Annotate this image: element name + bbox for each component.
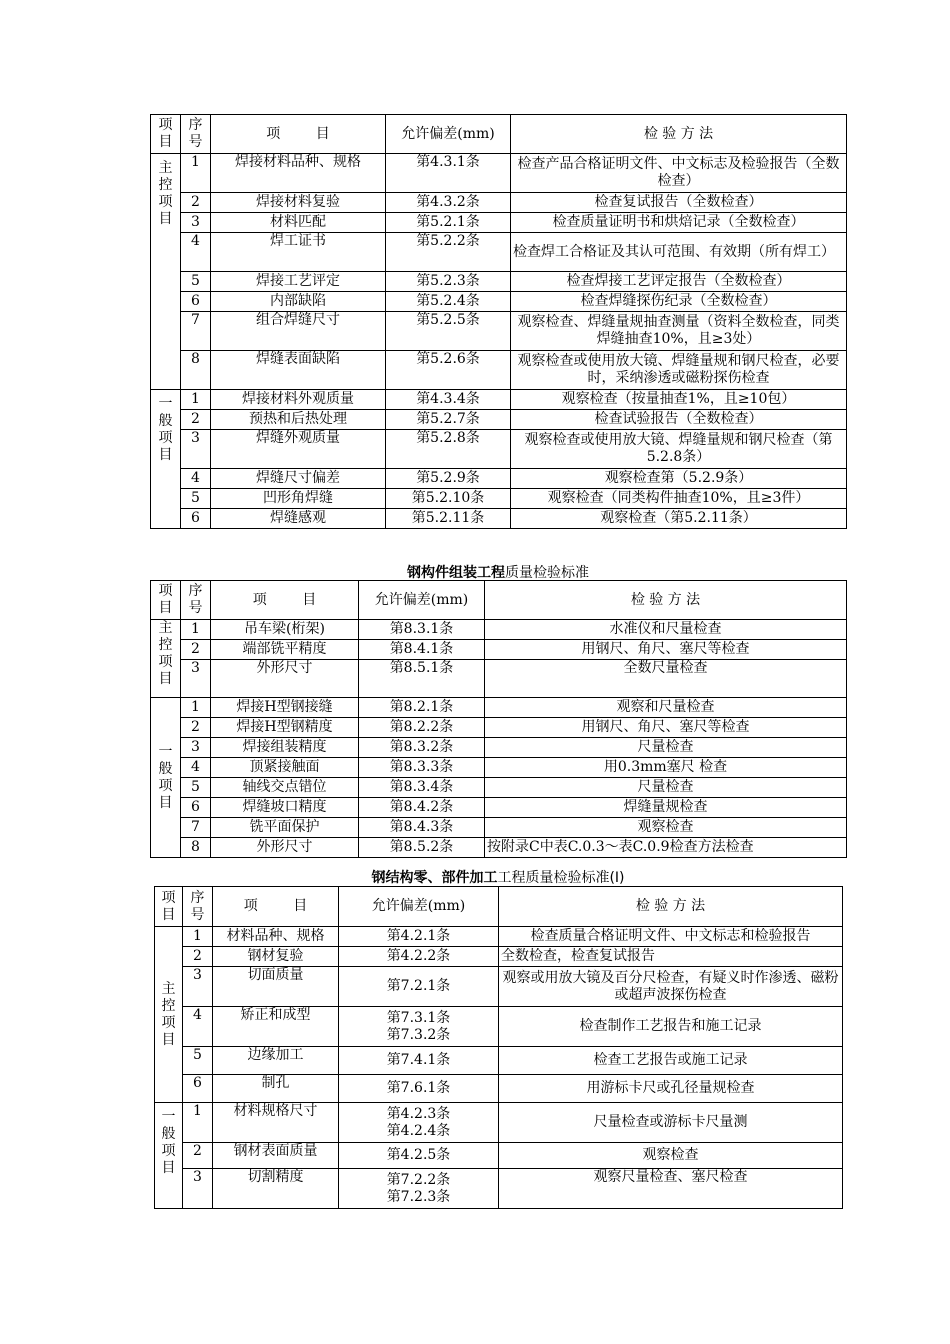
row-tolerance: 第8.2.1条 bbox=[359, 698, 485, 718]
row-no: 1 bbox=[181, 390, 211, 410]
row-no: 6 bbox=[181, 292, 211, 312]
table-row bbox=[155, 1075, 843, 1103]
table-row bbox=[151, 154, 847, 193]
row-method: 检查质量合格证明文件、中文标志和检验报告 bbox=[499, 927, 843, 947]
row-method: 焊缝量规检查 bbox=[485, 798, 847, 818]
row-tolerance: 第5.2.10条 bbox=[386, 489, 511, 509]
row-tolerance: 第5.2.7条 bbox=[386, 410, 511, 430]
row-no: 2 bbox=[181, 718, 211, 738]
table-row bbox=[151, 758, 847, 778]
section-title-assembly bbox=[150, 562, 846, 582]
header-item: 项 目 bbox=[211, 115, 386, 154]
row-tolerance: 第4.2.2条 bbox=[339, 947, 499, 967]
table-row bbox=[155, 947, 843, 967]
table-row bbox=[151, 509, 847, 529]
row-no: 8 bbox=[181, 838, 211, 858]
row-method: 用0.3mm塞尺 检查 bbox=[485, 758, 847, 778]
header-method: 检 验 方 法 bbox=[485, 581, 847, 620]
table-row bbox=[151, 410, 847, 430]
weld-inspection-table bbox=[150, 114, 847, 529]
row-method: 尺量检查或游标卡尺量测 bbox=[499, 1103, 843, 1143]
header-group: 项目 bbox=[151, 581, 181, 620]
group-main-control: 主控项目 bbox=[151, 154, 181, 390]
row-method: 观察或用放大镜及百分尺检查，有疑义时作渗透、磁粉或超声波探伤检查 bbox=[499, 967, 843, 1007]
row-no: 5 bbox=[181, 489, 211, 509]
row-method: 观察检查或使用放大镜、焊缝量规和钢尺检查（第5.2.8条） bbox=[511, 430, 847, 469]
row-item: 材料规格尺寸 bbox=[213, 1103, 339, 1143]
table-row bbox=[151, 640, 847, 660]
group-main-control: 主控项目 bbox=[155, 927, 183, 1103]
table-row bbox=[155, 967, 843, 1007]
row-no: 6 bbox=[181, 798, 211, 818]
row-tolerance: 第5.2.1条 bbox=[386, 213, 511, 233]
header-tolerance: 允许偏差(mm) bbox=[339, 887, 499, 927]
row-item: 矫正和成型 bbox=[213, 1007, 339, 1047]
row-item: 焊缝外观质量 bbox=[211, 430, 386, 469]
row-method: 用钢尺、角尺、塞尺等检查 bbox=[485, 640, 847, 660]
row-item: 制孔 bbox=[213, 1075, 339, 1103]
table-row bbox=[155, 1103, 843, 1143]
header-tolerance: 允许偏差(mm) bbox=[386, 115, 511, 154]
row-method: 观察检查、焊缝量规抽查测量（资料全数检查，同类焊缝抽查10%，且≥3处） bbox=[511, 312, 847, 351]
table-row bbox=[155, 927, 843, 947]
row-item: 外形尺寸 bbox=[211, 838, 359, 858]
row-tolerance: 第5.2.11条 bbox=[386, 509, 511, 529]
header-item: 项 目 bbox=[213, 887, 339, 927]
header-row bbox=[151, 115, 847, 154]
table-row bbox=[151, 390, 847, 410]
row-no: 7 bbox=[181, 818, 211, 838]
row-no: 2 bbox=[181, 193, 211, 213]
group-general: 一般项目 bbox=[155, 1103, 183, 1209]
row-item: 轴线交点错位 bbox=[211, 778, 359, 798]
row-method: 观察检查（第5.2.11条） bbox=[511, 509, 847, 529]
row-method: 检查质量证明书和烘焙记录（全数检查） bbox=[511, 213, 847, 233]
row-no: 8 bbox=[181, 351, 211, 390]
row-tolerance: 第8.3.2条 bbox=[359, 738, 485, 758]
row-no: 2 bbox=[181, 640, 211, 660]
row-tolerance: 第7.2.1条 bbox=[339, 967, 499, 1007]
row-item: 材料匹配 bbox=[211, 213, 386, 233]
row-method: 检查复试报告（全数检查） bbox=[511, 193, 847, 213]
row-item: 焊接组装精度 bbox=[211, 738, 359, 758]
table-row bbox=[155, 1169, 843, 1209]
row-item: 焊接材料外观质量 bbox=[211, 390, 386, 410]
row-no: 4 bbox=[181, 469, 211, 489]
row-no: 3 bbox=[181, 660, 211, 698]
table-row bbox=[151, 738, 847, 758]
parts-processing-inspection-table bbox=[154, 886, 843, 1209]
table-row bbox=[151, 469, 847, 489]
row-method: 观察检查或使用放大镜、焊缝量规和钢尺检查，必要时，采纳渗透或磁粉探伤检查 bbox=[511, 351, 847, 390]
row-no: 1 bbox=[181, 698, 211, 718]
header-no: 序号 bbox=[183, 887, 213, 927]
row-no: 2 bbox=[183, 1143, 213, 1169]
row-tolerance: 第4.3.4条 bbox=[386, 390, 511, 410]
section-title-parts bbox=[154, 867, 842, 887]
table-row bbox=[151, 798, 847, 818]
table-row bbox=[151, 698, 847, 718]
row-method: 检查焊接工艺评定报告（全数检查） bbox=[511, 272, 847, 292]
row-item: 钢材复验 bbox=[213, 947, 339, 967]
table-row bbox=[151, 838, 847, 858]
row-method: 检查制作工艺报告和施工记录 bbox=[499, 1007, 843, 1047]
title-rest: 质量检验标准 bbox=[505, 565, 589, 581]
row-item: 端部铣平精度 bbox=[211, 640, 359, 660]
row-method: 水准仪和尺量检查 bbox=[485, 620, 847, 640]
row-tolerance: 第4.3.1条 bbox=[386, 154, 511, 193]
row-no: 4 bbox=[183, 1007, 213, 1047]
row-item: 焊接材料品种、规格 bbox=[211, 154, 386, 193]
row-tolerance: 第5.2.8条 bbox=[386, 430, 511, 469]
row-item: 切面质量 bbox=[213, 967, 339, 1007]
row-item: 边缘加工 bbox=[213, 1047, 339, 1075]
group-main-control: 主控项目 bbox=[151, 620, 181, 698]
row-no: 2 bbox=[181, 410, 211, 430]
row-no: 3 bbox=[183, 967, 213, 1007]
table-row bbox=[151, 818, 847, 838]
row-tolerance: 第5.2.5条 bbox=[386, 312, 511, 351]
table-row bbox=[151, 718, 847, 738]
table-row bbox=[151, 272, 847, 292]
row-method: 检查工艺报告或施工记录 bbox=[499, 1047, 843, 1075]
row-tolerance: 第4.2.1条 bbox=[339, 927, 499, 947]
row-item: 预热和后热处理 bbox=[211, 410, 386, 430]
row-no: 3 bbox=[183, 1169, 213, 1209]
table-row bbox=[155, 1047, 843, 1075]
row-method: 观察检查 bbox=[499, 1143, 843, 1169]
row-item: 焊工证书 bbox=[211, 233, 386, 272]
row-no: 5 bbox=[181, 778, 211, 798]
row-item: 切割精度 bbox=[213, 1169, 339, 1209]
table-row bbox=[151, 489, 847, 509]
row-no: 6 bbox=[181, 509, 211, 529]
row-method: 按附录C中表C.0.3～表C.0.9检查方法检查 bbox=[485, 838, 847, 858]
row-tolerance: 第8.4.3条 bbox=[359, 818, 485, 838]
row-item: 外形尺寸 bbox=[211, 660, 359, 698]
row-item: 焊接材料复验 bbox=[211, 193, 386, 213]
row-tolerance: 第4.2.3条 第4.2.4条 bbox=[339, 1103, 499, 1143]
row-item: 焊接工艺评定 bbox=[211, 272, 386, 292]
row-tolerance: 第7.4.1条 bbox=[339, 1047, 499, 1075]
table-row bbox=[151, 351, 847, 390]
table-row bbox=[155, 1007, 843, 1047]
row-method: 观察检查（按量抽查1%，且≥10包） bbox=[511, 390, 847, 410]
row-method: 用游标卡尺或孔径量规检查 bbox=[499, 1075, 843, 1103]
row-no: 5 bbox=[183, 1047, 213, 1075]
table-row bbox=[151, 660, 847, 698]
title-bold: 钢结构零、部件加工 bbox=[371, 870, 498, 886]
title-rest: 工程质量检验标准(I) bbox=[497, 870, 625, 886]
row-method: 尺量检查 bbox=[485, 738, 847, 758]
header-method: 检 验 方 法 bbox=[499, 887, 843, 927]
row-tolerance: 第8.4.1条 bbox=[359, 640, 485, 660]
row-method: 观察尺量检查、塞尺检查 bbox=[499, 1169, 843, 1209]
row-tolerance: 第5.2.3条 bbox=[386, 272, 511, 292]
header-item: 项 目 bbox=[211, 581, 359, 620]
row-no: 3 bbox=[181, 213, 211, 233]
row-no: 7 bbox=[181, 312, 211, 351]
header-tolerance: 允许偏差(mm) bbox=[359, 581, 485, 620]
row-item: 焊缝坡口精度 bbox=[211, 798, 359, 818]
row-item: 内部缺陷 bbox=[211, 292, 386, 312]
row-item: 顶紧接触面 bbox=[211, 758, 359, 778]
header-row bbox=[155, 887, 843, 927]
header-method: 检 验 方 法 bbox=[511, 115, 847, 154]
row-item: 材料品种、规格 bbox=[213, 927, 339, 947]
header-group: 项目 bbox=[151, 115, 181, 154]
group-general: 一般项目 bbox=[151, 390, 181, 529]
row-item: 焊缝感观 bbox=[211, 509, 386, 529]
table-row bbox=[151, 213, 847, 233]
header-no: 序号 bbox=[181, 581, 211, 620]
row-tolerance: 第5.2.2条 bbox=[386, 233, 511, 272]
row-no: 4 bbox=[181, 758, 211, 778]
row-method: 检查试验报告（全数检查） bbox=[511, 410, 847, 430]
assembly-inspection-table bbox=[150, 580, 847, 858]
row-no: 4 bbox=[181, 233, 211, 272]
row-item: 钢材表面质量 bbox=[213, 1143, 339, 1169]
row-tolerance: 第8.3.3条 bbox=[359, 758, 485, 778]
row-no: 1 bbox=[183, 927, 213, 947]
row-method: 全数尺量检查 bbox=[485, 660, 847, 698]
table-row bbox=[151, 778, 847, 798]
row-method: 观察检查（同类构件抽查10%，且≥3件） bbox=[511, 489, 847, 509]
row-no: 3 bbox=[181, 738, 211, 758]
row-tolerance: 第8.3.4条 bbox=[359, 778, 485, 798]
row-no: 1 bbox=[181, 620, 211, 640]
row-tolerance: 第4.3.2条 bbox=[386, 193, 511, 213]
row-tolerance: 第4.2.5条 bbox=[339, 1143, 499, 1169]
row-item: 焊接H型钢接缝 bbox=[211, 698, 359, 718]
row-method: 观察检查 bbox=[485, 818, 847, 838]
row-no: 2 bbox=[183, 947, 213, 967]
row-method: 全数检查，检查复试报告 bbox=[499, 947, 843, 967]
table-row bbox=[151, 312, 847, 351]
row-item: 焊缝尺寸偏差 bbox=[211, 469, 386, 489]
row-tolerance: 第5.2.6条 bbox=[386, 351, 511, 390]
row-method: 观察和尺量检查 bbox=[485, 698, 847, 718]
row-tolerance: 第8.2.2条 bbox=[359, 718, 485, 738]
group-general: 一般项目 bbox=[151, 698, 181, 858]
row-item: 吊车梁(桁架) bbox=[211, 620, 359, 640]
row-no: 1 bbox=[183, 1103, 213, 1143]
row-item: 焊接H型钢精度 bbox=[211, 718, 359, 738]
row-no: 6 bbox=[183, 1075, 213, 1103]
table-row bbox=[151, 292, 847, 312]
row-method: 观察检查第（5.2.9条） bbox=[511, 469, 847, 489]
row-method: 尺量检查 bbox=[485, 778, 847, 798]
row-no: 5 bbox=[181, 272, 211, 292]
row-method: 检查焊缝探伤纪录（全数检查） bbox=[511, 292, 847, 312]
header-no: 序号 bbox=[181, 115, 211, 154]
row-item: 组合焊缝尺寸 bbox=[211, 312, 386, 351]
row-tolerance: 第7.6.1条 bbox=[339, 1075, 499, 1103]
title-bold: 钢构件组装工程 bbox=[407, 565, 505, 581]
table-row bbox=[151, 233, 847, 272]
row-tolerance: 第5.2.9条 bbox=[386, 469, 511, 489]
row-method: 检查产品合格证明文件、中文标志及检验报告（全数检查） bbox=[511, 154, 847, 193]
table-row bbox=[155, 1143, 843, 1169]
row-tolerance: 第8.5.2条 bbox=[359, 838, 485, 858]
row-tolerance: 第8.3.1条 bbox=[359, 620, 485, 640]
row-item: 铣平面保护 bbox=[211, 818, 359, 838]
table-row bbox=[151, 430, 847, 469]
row-no: 1 bbox=[181, 154, 211, 193]
row-tolerance: 第8.4.2条 bbox=[359, 798, 485, 818]
row-item: 焊缝表面缺陷 bbox=[211, 351, 386, 390]
header-group: 项目 bbox=[155, 887, 183, 927]
header-row bbox=[151, 581, 847, 620]
row-no: 3 bbox=[181, 430, 211, 469]
row-tolerance: 第7.3.1条 第7.3.2条 bbox=[339, 1007, 499, 1047]
row-tolerance: 第8.5.1条 bbox=[359, 660, 485, 698]
row-tolerance: 第7.2.2条 第7.2.3条 bbox=[339, 1169, 499, 1209]
row-item: 凹形角焊缝 bbox=[211, 489, 386, 509]
row-method: 用钢尺、角尺、塞尺等检查 bbox=[485, 718, 847, 738]
table-row bbox=[151, 620, 847, 640]
table-row bbox=[151, 193, 847, 213]
row-tolerance: 第5.2.4条 bbox=[386, 292, 511, 312]
row-method: 检查焊工合格证及其认可范围、有效期（所有焊工） bbox=[511, 233, 847, 272]
